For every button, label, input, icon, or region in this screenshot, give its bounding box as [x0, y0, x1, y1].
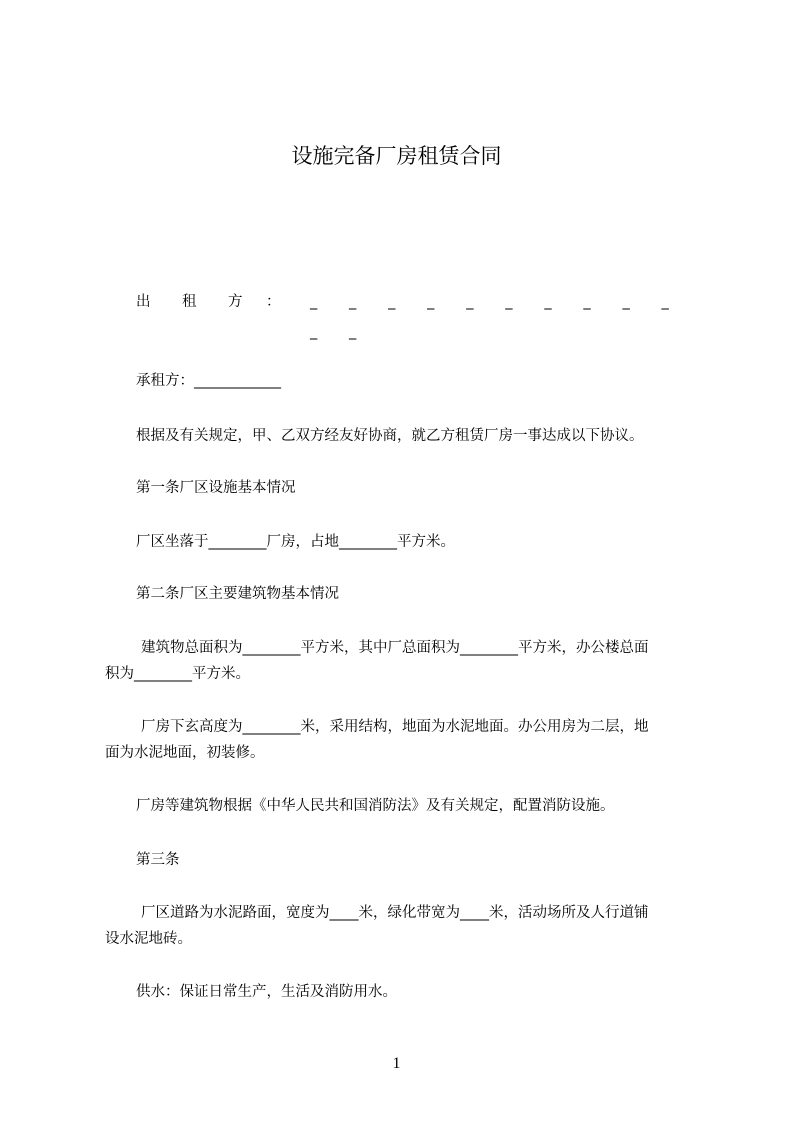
article3-heading: 第三条 — [136, 852, 180, 868]
lessee-line: 承租方：____________ — [136, 373, 281, 389]
article1-heading: 第一条厂区设施基本情况 — [136, 480, 296, 496]
fire-safety-paragraph: 厂房等建筑物根据《中华人民共和国消防法》及有关规定，配置消防设施。 — [136, 798, 615, 814]
lessor-label-char-1: 出 — [136, 294, 151, 310]
page-number: 1 — [392, 1055, 401, 1072]
lessor-label-char-3: 方 — [228, 294, 243, 310]
lessor-line — [136, 287, 702, 340]
lessor-blank: _ _ _ _ _ _ _ _ _ _ _ _ — [310, 294, 683, 340]
building-area-line-1: 建筑物总面积为________平方米，其中厂总面积为________平方米，办公楼总面 — [141, 640, 649, 656]
article1-location-text: 厂区坐落于________厂房，占地________平方米。 — [136, 534, 455, 550]
height-line-1: 厂房下玄高度为________米，采用结构，地面为水泥地面。办公用房为二层，地 — [141, 719, 649, 735]
building-area-line-2: 积为________平方米。 — [105, 666, 250, 682]
article2-heading: 第二条厂区主要建筑物基本情况 — [136, 586, 339, 602]
lessor-label-char-2: 租 — [182, 294, 197, 310]
intro-paragraph: 根据及有关规定，甲、乙双方经友好协商，就乙方租赁厂房一事达成以下协议。 — [136, 428, 644, 444]
document-title: 设施完备厂房租赁合同 — [291, 144, 502, 168]
height-line-2: 面为水泥地面，初装修。 — [105, 745, 265, 761]
road-line-2: 设水泥地砖。 — [105, 931, 192, 947]
road-line-1: 厂区道路为水泥路面，宽度为____米，绿化带宽为____米，活动场所及人行道铺 — [141, 905, 649, 921]
lessor-label-colon: ： — [266, 294, 281, 310]
water-supply-paragraph: 供水：保证日常生产，生活及消防用水。 — [136, 984, 397, 1000]
